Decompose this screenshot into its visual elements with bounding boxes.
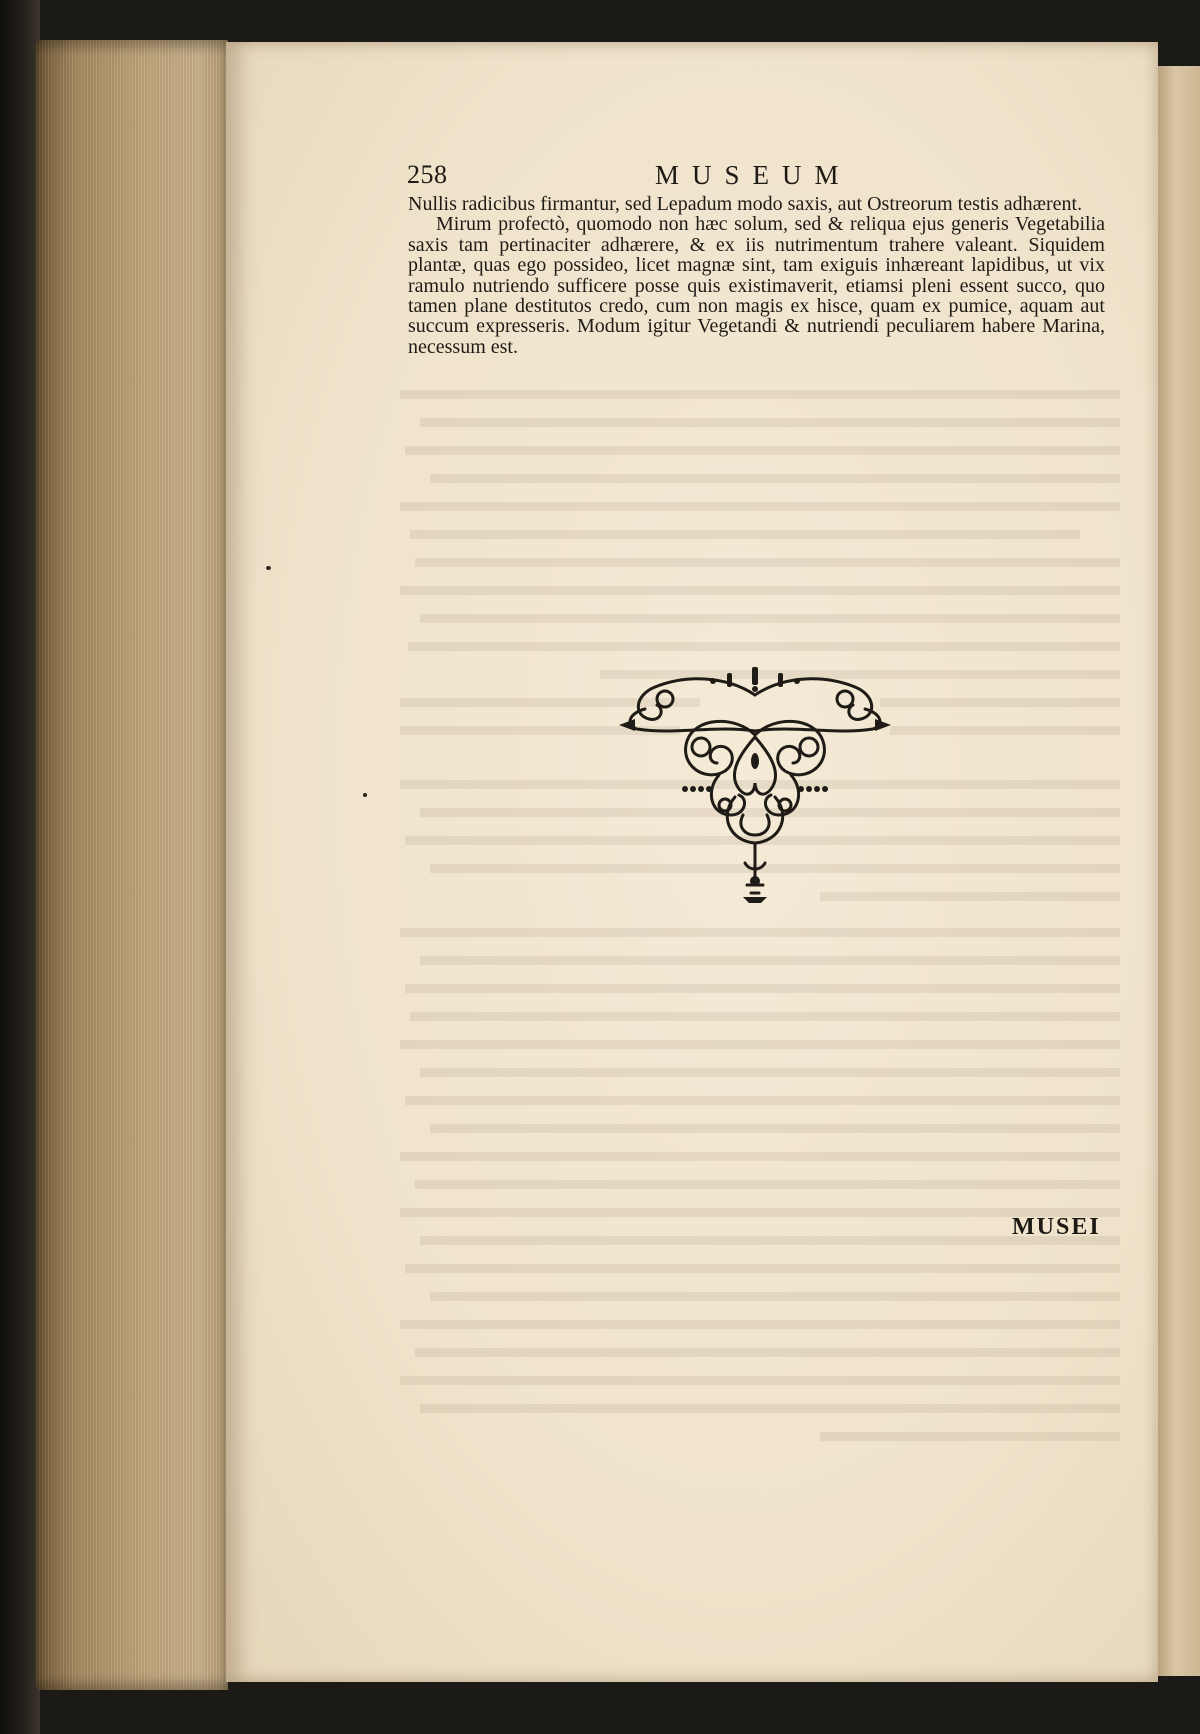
page-header [407,160,1105,190]
running-title: MUSEUM [655,160,852,190]
ornament-drawing [615,665,895,905]
paragraph-2: Mirum profectò, quomodo non hæc solum, sed & reliqua ejus generis Vegetabilia saxis tam pertinaciter adhærere, & ex iis nutrimentum trahere valeant. Siquidem plantæ, quas ego possideo, licet magnæ sint, tam exiguis inhæreant lapidibus, ut vix ramulo nutriendo sufficere posse quis existimaverit, etiamsi pleni essent succo, quo tamen plane destitutos credo, cum non magis ex hisce, quam ex pumice, aquam aut succum expresseris. Modum igitur Vegetandi & nutriendi peculiarem habere Marina, necessum est. [408,213,1105,358]
ink-speck [266,566,271,570]
ink-speck [363,793,367,797]
book-binding [0,0,40,1734]
body-text [408,194,1105,357]
page-block-edge [36,40,228,1690]
scrollwork-tailpiece-ornament-icon [615,665,895,905]
catchword: MUSEI [1012,1214,1101,1240]
show-through-lines [380,380,1120,1460]
page-number: 258 [407,160,448,189]
next-page-edge [1158,66,1200,1676]
paragraph-1: Nullis radicibus firmantur, sed Lepadum modo saxis, aut Ostreorum testis adhærent. [408,193,1083,215]
show-through-texture [380,380,1120,1460]
